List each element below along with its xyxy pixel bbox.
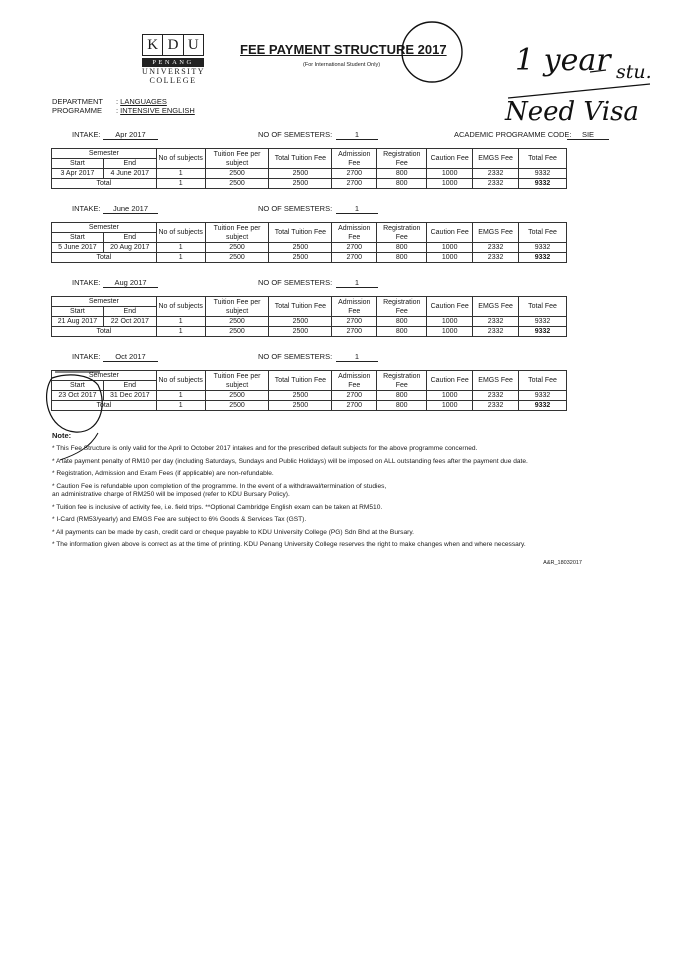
table-header-row: [52, 371, 567, 381]
total-subjects-cell: 1: [156, 327, 205, 337]
registration-cell: 800: [377, 317, 427, 327]
colon: :: [116, 97, 121, 106]
total-fee-cell: 9332: [519, 391, 567, 401]
caution-header: Caution Fee: [427, 371, 473, 391]
registration-cell: 800: [377, 169, 427, 179]
total-total-tuition-cell: 2500: [269, 179, 332, 189]
emgs-header: EMGS Fee: [473, 371, 519, 391]
page-subtitle: (For International Student Only): [303, 62, 381, 68]
logo-university: UNIVERSITY: [142, 67, 205, 76]
registration-header: Registration Fee: [377, 149, 427, 169]
end-header: End: [103, 307, 156, 317]
total-fee-header: Total Fee: [519, 223, 567, 243]
table-row: [52, 391, 567, 401]
handwritten-note-stu: stu.: [616, 61, 652, 83]
subjects-header: No of subjects: [156, 297, 205, 317]
end-cell: 4 June 2017: [103, 169, 156, 179]
academic-code-label: ACADEMIC PROGRAMME CODE:: [454, 130, 572, 139]
total-total-tuition-cell: 2500: [269, 253, 332, 263]
caution-cell: 1000: [427, 243, 473, 253]
tuition-header: Tuition Fee per subject: [205, 149, 269, 169]
programme-label: PROGRAMME: [52, 106, 103, 115]
total-row: [52, 327, 567, 337]
total-registration-cell: 800: [377, 327, 427, 337]
semesters-label: NO OF SEMESTERS:: [258, 278, 333, 287]
total-emgs-cell: 2332: [473, 179, 519, 189]
emgs-cell: 2332: [473, 317, 519, 327]
department-line: [52, 97, 167, 106]
total-caution-cell: 1000: [427, 179, 473, 189]
total-tuition-cell: 2500: [269, 243, 332, 253]
semester-header: Semester: [52, 149, 157, 159]
total-row: [52, 179, 567, 189]
total-admission-cell: 2700: [332, 253, 377, 263]
total-tuition-header: Total Tuition Fee: [269, 297, 332, 317]
total-tuition-header: Total Tuition Fee: [269, 371, 332, 391]
programme-line: [52, 106, 195, 115]
semesters-value: 1: [336, 352, 378, 362]
semester-header: Semester: [52, 371, 157, 381]
start-cell: 23 Oct 2017: [52, 391, 104, 401]
total-caution-cell: 1000: [427, 401, 473, 411]
caution-cell: 1000: [427, 391, 473, 401]
total-row: [52, 253, 567, 263]
kdu-logo: [142, 34, 204, 85]
total-label-cell: Total: [52, 179, 157, 189]
subjects-cell: 1: [156, 169, 205, 179]
intake-label: INTAKE:: [72, 130, 101, 139]
logo-college: COLLEGE: [149, 76, 197, 85]
logo-letters: [142, 34, 204, 56]
notes-heading: Note:: [52, 431, 72, 440]
handwritten-note-year: 1 year: [515, 43, 611, 78]
admission-header: Admission Fee: [332, 223, 377, 243]
notes-section: [52, 431, 652, 554]
subjects-cell: 1: [156, 391, 205, 401]
semesters-value: 1: [336, 278, 378, 288]
total-total-fee-cell: 9332: [519, 401, 567, 411]
total-tuition-cell: 2500: [269, 391, 332, 401]
total-tuition-cell: 2500: [269, 169, 332, 179]
total-label-cell: Total: [52, 253, 157, 263]
note-item: * All payments can be made by cash, credit card or cheque payable to KDU University College (PG) Sdn Bhd at the Bursary.: [52, 528, 414, 536]
programme-value: INTENSIVE ENGLISH: [120, 106, 195, 115]
total-fee-header: Total Fee: [519, 149, 567, 169]
subjects-header: No of subjects: [156, 223, 205, 243]
total-fee-cell: 9332: [519, 317, 567, 327]
note-item: * Caution Fee is refundable upon completion of the programme. In the event of a withdrawal/termination of studies, an administrative charge of RM250 will be imposed (refer to KDU Bursary Policy).: [52, 482, 387, 498]
total-caution-cell: 1000: [427, 253, 473, 263]
emgs-header: EMGS Fee: [473, 223, 519, 243]
subjects-header: No of subjects: [156, 149, 205, 169]
total-tuition-cell: 2500: [205, 401, 269, 411]
logo-letter: D: [163, 35, 183, 55]
intake-value: Aug 2017: [103, 278, 158, 288]
admission-header: Admission Fee: [332, 149, 377, 169]
logo-letter: U: [187, 37, 199, 53]
intake-value: Apr 2017: [103, 130, 158, 140]
department-label: DEPARTMENT: [52, 97, 103, 106]
caution-header: Caution Fee: [427, 297, 473, 317]
admission-cell: 2700: [332, 243, 377, 253]
document-reference: A&R_18032017: [543, 560, 582, 566]
emgs-header: EMGS Fee: [473, 149, 519, 169]
intake-value: June 2017: [103, 204, 158, 214]
intake-label: INTAKE:: [72, 278, 101, 287]
admission-cell: 2700: [332, 317, 377, 327]
caution-header: Caution Fee: [427, 223, 473, 243]
total-admission-cell: 2700: [332, 327, 377, 337]
total-registration-cell: 800: [377, 253, 427, 263]
fee-table: [51, 222, 567, 263]
caution-header: Caution Fee: [427, 149, 473, 169]
subjects-cell: 1: [156, 317, 205, 327]
admission-cell: 2700: [332, 391, 377, 401]
total-total-fee-cell: 9332: [519, 327, 567, 337]
total-caution-cell: 1000: [427, 327, 473, 337]
total-subjects-cell: 1: [156, 401, 205, 411]
total-emgs-cell: 2332: [473, 401, 519, 411]
emgs-header: EMGS Fee: [473, 297, 519, 317]
total-tuition-cell: 2500: [205, 253, 269, 263]
total-tuition-cell: 2500: [205, 179, 269, 189]
total-fee-cell: 9332: [519, 243, 567, 253]
caution-cell: 1000: [427, 317, 473, 327]
semester-header: Semester: [52, 223, 157, 233]
intake-value: Oct 2017: [103, 352, 158, 362]
semesters-value: 1: [336, 204, 378, 214]
start-header: Start: [52, 381, 104, 391]
total-registration-cell: 800: [377, 179, 427, 189]
department-value: LANGUAGES: [120, 97, 167, 106]
semesters-label: NO OF SEMESTERS:: [258, 204, 333, 213]
end-header: End: [103, 159, 156, 169]
total-row: [52, 401, 567, 411]
table-row: [52, 317, 567, 327]
total-emgs-cell: 2332: [473, 327, 519, 337]
fee-table: [51, 148, 567, 189]
total-admission-cell: 2700: [332, 179, 377, 189]
page-title: FEE PAYMENT STRUCTURE 2017: [240, 42, 447, 57]
tuition-cell: 2500: [205, 317, 269, 327]
end-cell: 31 Dec 2017: [103, 391, 156, 401]
start-cell: 3 Apr 2017: [52, 169, 104, 179]
table-row: [52, 169, 567, 179]
total-admission-cell: 2700: [332, 401, 377, 411]
registration-cell: 800: [377, 243, 427, 253]
fee-table: [51, 370, 567, 411]
total-fee-header: Total Fee: [519, 371, 567, 391]
pen-underline: [508, 70, 650, 98]
start-cell: 5 June 2017: [52, 243, 104, 253]
logo-penang: PENANG: [142, 58, 204, 67]
total-subjects-cell: 1: [156, 253, 205, 263]
note-item: * I-Card (RM53/yearly) and EMGS Fee are subject to 6% Goods & Services Tax (GST).: [52, 516, 307, 523]
end-header: End: [103, 381, 156, 391]
note-item: * This Fee Structure is only valid for the April to October 2017 intakes and for the prescribed default subjects for the above programme concerned.: [52, 445, 478, 452]
registration-header: Registration Fee: [377, 223, 427, 243]
colon: :: [116, 106, 121, 115]
total-total-fee-cell: 9332: [519, 179, 567, 189]
intake-label: INTAKE:: [72, 352, 101, 361]
semesters-label: NO OF SEMESTERS:: [258, 352, 333, 361]
registration-cell: 800: [377, 391, 427, 401]
note-item: * Tuition fee is inclusive of activity fee, i.e. field trips. **Optional Cambridge English exam can be taken at RM510.: [52, 503, 383, 511]
tuition-header: Tuition Fee per subject: [205, 371, 269, 391]
end-cell: 20 Aug 2017: [103, 243, 156, 253]
tuition-cell: 2500: [205, 243, 269, 253]
handwritten-note-visa: Need Visa: [505, 97, 639, 127]
admission-cell: 2700: [332, 169, 377, 179]
start-header: Start: [52, 307, 104, 317]
total-tuition-header: Total Tuition Fee: [269, 223, 332, 243]
total-label-cell: Total: [52, 401, 157, 411]
start-cell: 21 Aug 2017: [52, 317, 104, 327]
total-fee-cell: 9332: [519, 169, 567, 179]
start-header: Start: [52, 233, 104, 243]
end-cell: 22 Oct 2017: [103, 317, 156, 327]
emgs-cell: 2332: [473, 391, 519, 401]
admission-header: Admission Fee: [332, 297, 377, 317]
total-registration-cell: 800: [377, 401, 427, 411]
tuition-cell: 2500: [205, 391, 269, 401]
table-header-row: [52, 149, 567, 159]
table-header-row: [52, 297, 567, 307]
caution-cell: 1000: [427, 169, 473, 179]
emgs-cell: 2332: [473, 169, 519, 179]
semesters-label: NO OF SEMESTERS:: [258, 130, 333, 139]
fee-table: [51, 296, 567, 337]
logo-letter: K: [143, 35, 163, 55]
total-tuition-cell: 2500: [205, 327, 269, 337]
total-label-cell: Total: [52, 327, 157, 337]
total-tuition-cell: 2500: [269, 317, 332, 327]
total-subjects-cell: 1: [156, 179, 205, 189]
tuition-header: Tuition Fee per subject: [205, 297, 269, 317]
note-item: * The information given above is correct as at the time of printing. KDU Penang University College reserves the right to make changes when and where necessary.: [52, 541, 526, 548]
table-header-row: [52, 223, 567, 233]
emgs-cell: 2332: [473, 243, 519, 253]
note-item: * Registration, Admission and Exam Fees (if applicable) are non-refundable.: [52, 470, 274, 477]
registration-header: Registration Fee: [377, 297, 427, 317]
academic-code-value: SIE: [567, 130, 609, 140]
intake-label: INTAKE:: [72, 204, 101, 213]
total-total-tuition-cell: 2500: [269, 327, 332, 337]
subjects-header: No of subjects: [156, 371, 205, 391]
table-row: [52, 243, 567, 253]
total-tuition-header: Total Tuition Fee: [269, 149, 332, 169]
total-emgs-cell: 2332: [473, 253, 519, 263]
total-fee-header: Total Fee: [519, 297, 567, 317]
tuition-cell: 2500: [205, 169, 269, 179]
total-total-fee-cell: 9332: [519, 253, 567, 263]
subjects-cell: 1: [156, 243, 205, 253]
end-header: End: [103, 233, 156, 243]
semesters-value: 1: [336, 130, 378, 140]
admission-header: Admission Fee: [332, 371, 377, 391]
total-total-tuition-cell: 2500: [269, 401, 332, 411]
tuition-header: Tuition Fee per subject: [205, 223, 269, 243]
registration-header: Registration Fee: [377, 371, 427, 391]
semester-header: Semester: [52, 297, 157, 307]
note-item: * A late payment penalty of RM10 per day (including Saturdays, Sundays and Public Holidays) will be imposed on ALL outstanding fees after the payment due date.: [52, 457, 528, 465]
start-header: Start: [52, 159, 104, 169]
